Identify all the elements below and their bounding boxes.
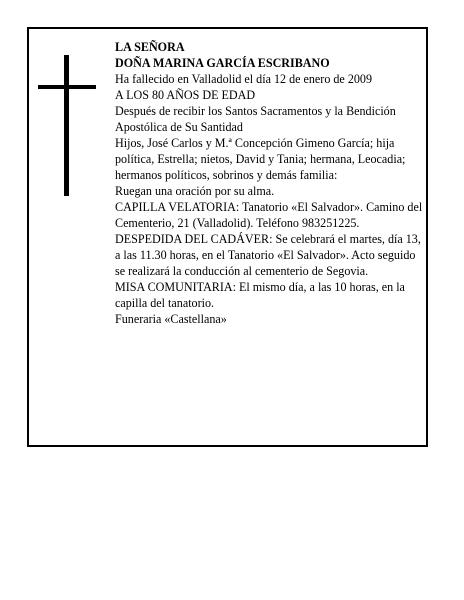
death-date-line: Ha fallecido en Valladolid el día 12 de enero de 2009	[115, 72, 373, 86]
family-line: Hijos, José Carlos y M.ª Concepción Gimeno García; hija política, Estrella; nietos, David y Tania; hermana, Leocadia; hermanos políticos, sobrinos y demás familia:	[115, 136, 406, 182]
sacraments-line: Después de recibir los Santos Sacramentos y la Bendición Apostólica de Su Santidad	[115, 104, 396, 134]
farewell-line: DESPEDIDA DEL CADÁVER: Se celebrará el martes, día 13, a las 11.30 horas, en el Tanatorio «El Salvador». Acto seguido se realizará la conducción al cementerio de Segovia.	[115, 232, 421, 278]
deceased-honorific: LA SEÑORA	[115, 40, 185, 54]
funeral-home-line: Funeraria «Castellana»	[115, 312, 227, 326]
deceased-name: DOÑA MARINA GARCÍA ESCRIBANO	[115, 56, 330, 70]
cross-horizontal-bar	[38, 85, 96, 89]
age-line: A LOS 80 AÑOS DE EDAD	[115, 88, 256, 102]
notice-text	[115, 39, 427, 327]
prayer-request-line: Ruegan una oración por su alma.	[115, 184, 275, 198]
wake-chapel-line: CAPILLA VELATORIA: Tanatorio «El Salvador». Camino del Cementerio, 21 (Valladolid). Teléfono 983251225.	[115, 200, 423, 230]
mass-line: MISA COMUNITARIA: El mismo día, a las 10 horas, en la capilla del tanatorio.	[115, 280, 405, 310]
cross-vertical-bar	[64, 55, 69, 196]
